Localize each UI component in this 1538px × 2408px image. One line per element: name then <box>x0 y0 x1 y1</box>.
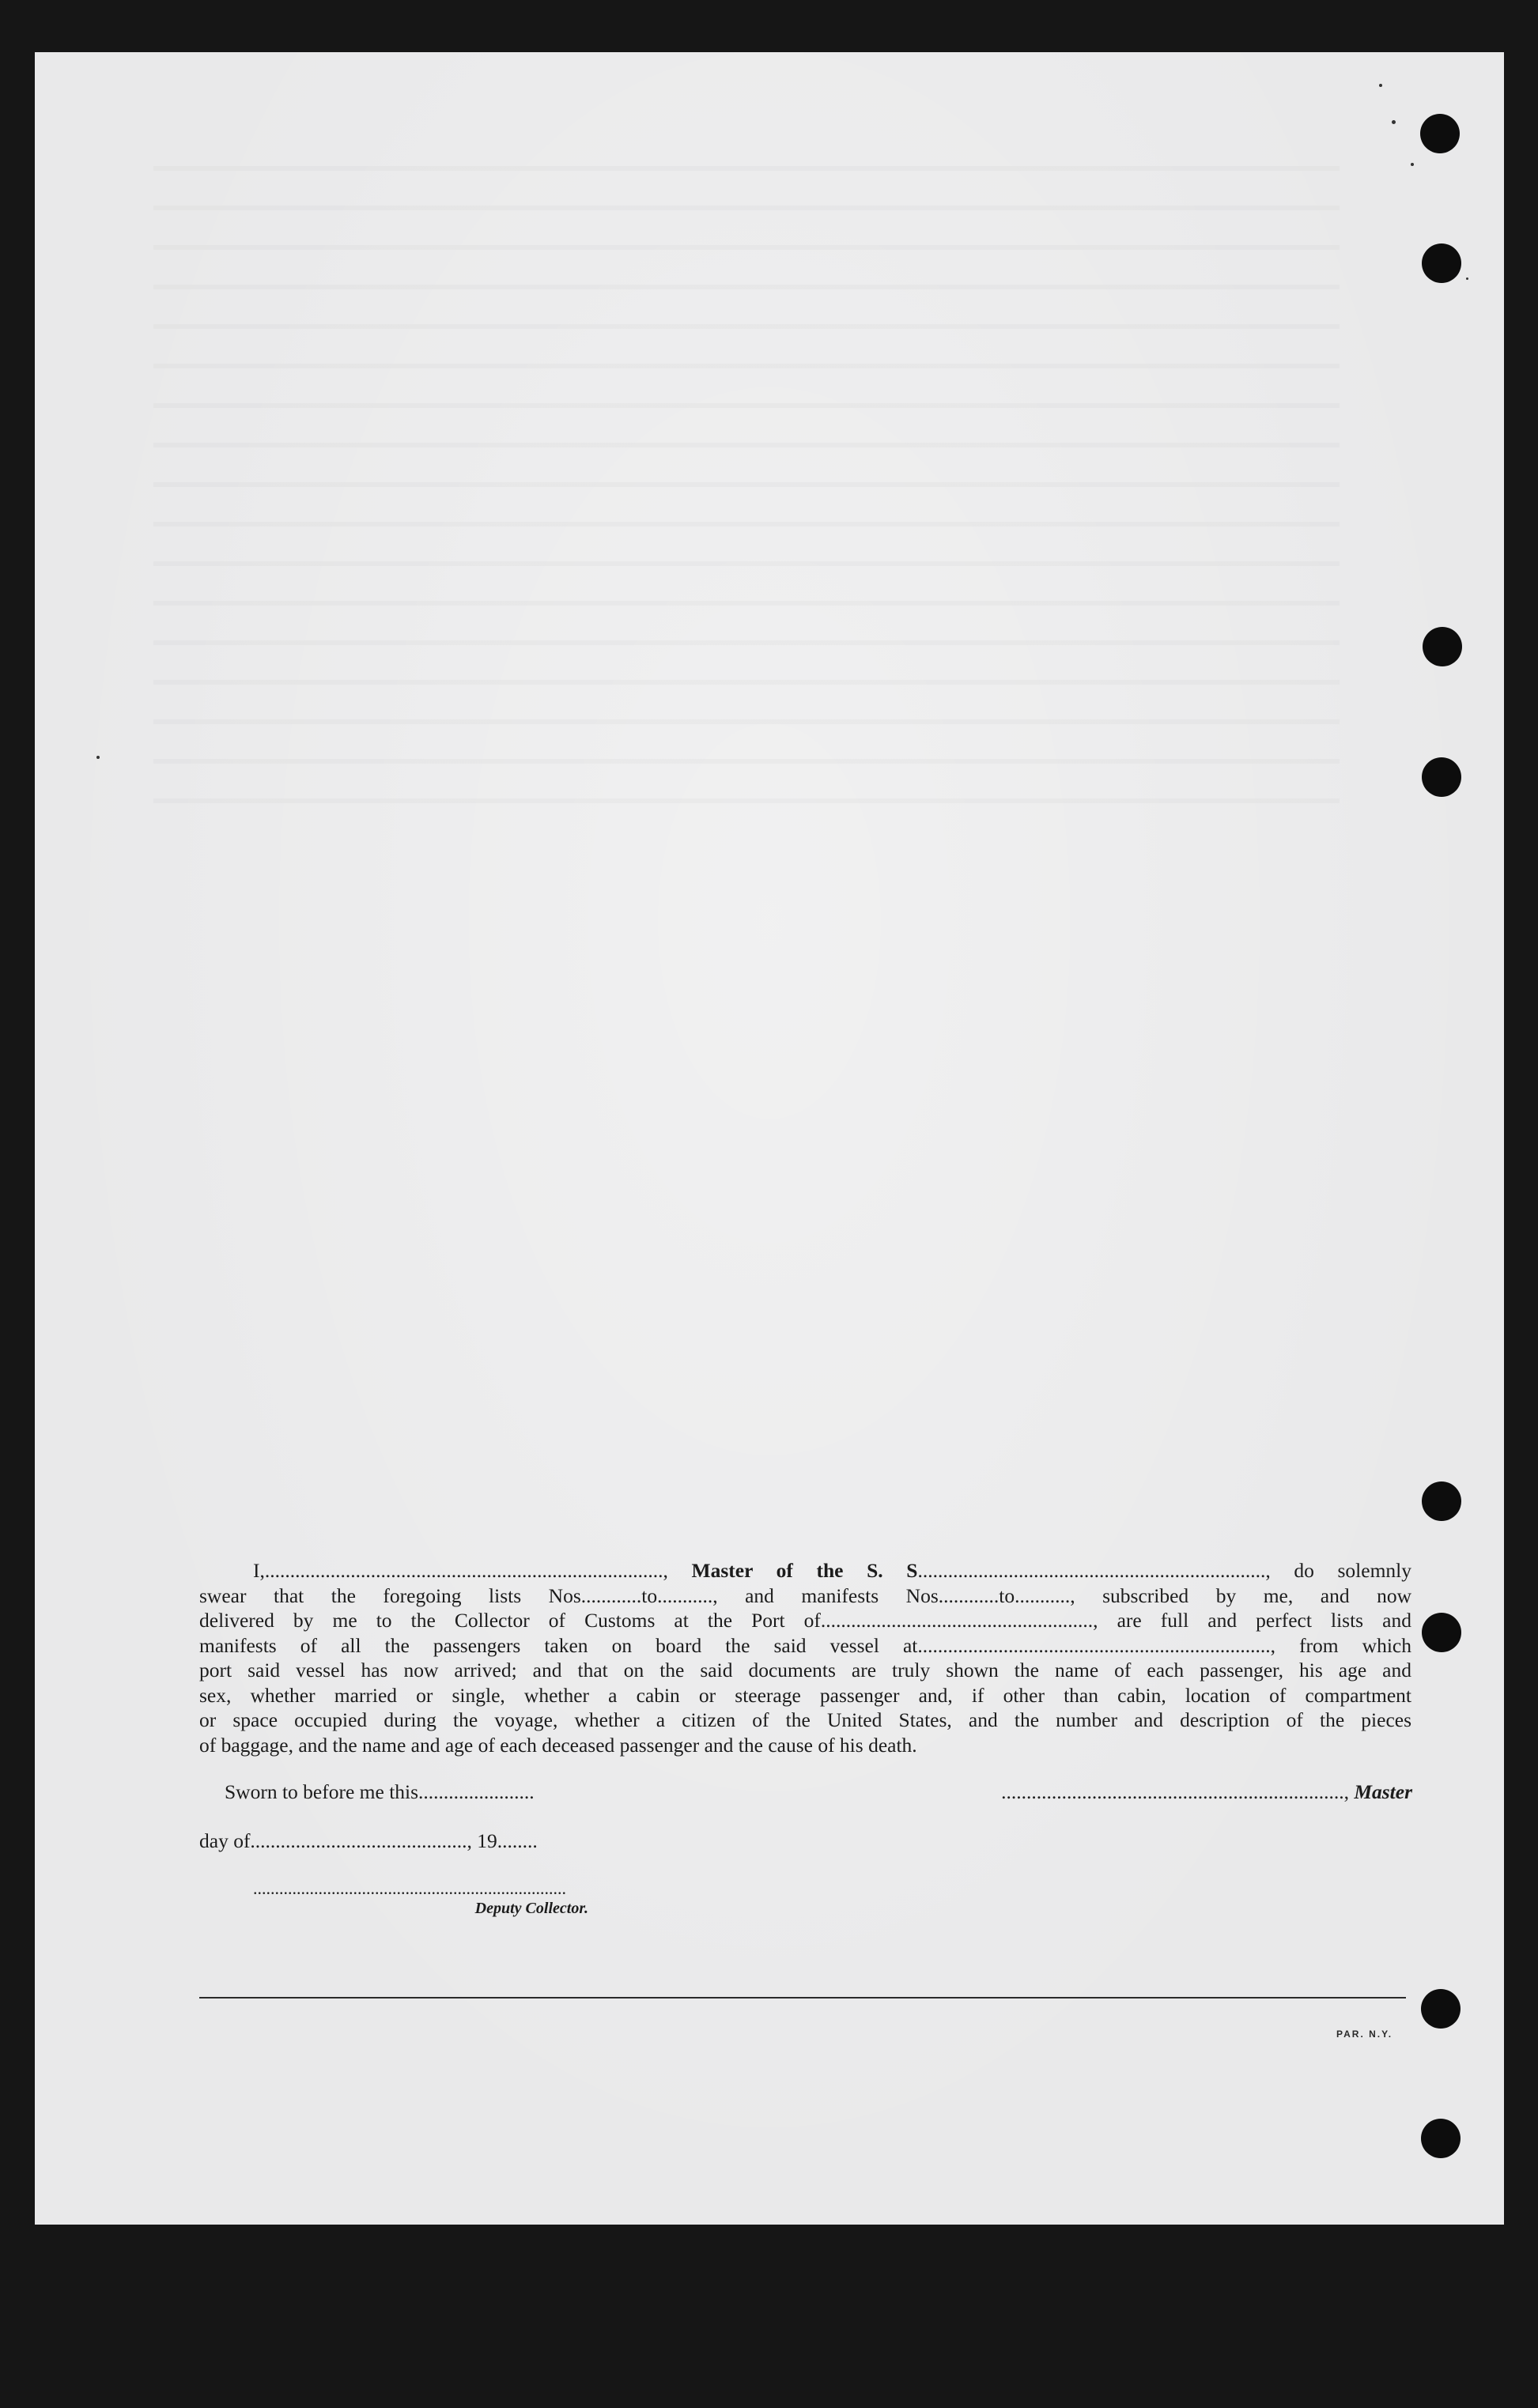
oath-line: port said vessel has now arrived; and that on the said documents are truly shown the name of each passenger, his age and <box>199 1659 1411 1681</box>
master-label: Master <box>1354 1780 1412 1803</box>
binder-hole <box>1421 2119 1461 2158</box>
binder-hole <box>1422 757 1461 797</box>
oath-line: of baggage, and the name and age of each deceased passenger and the cause of his death. <box>199 1733 917 1757</box>
horizontal-rule <box>199 1997 1406 1998</box>
speck <box>1379 84 1382 87</box>
binder-hole <box>1422 1481 1461 1521</box>
bleed-through-area <box>153 131 1340 803</box>
oath-line: sex, whether married or single, whether a cabin or steerage passenger and, if other than cabin, location of compartment <box>199 1683 1411 1707</box>
sworn-line: Sworn to before me this....................... <box>225 1780 535 1803</box>
oath-line: manifests of all the passengers taken on board the said vessel at......................................................................, from which <box>199 1633 1411 1657</box>
day-of-line: day of..........................................., 19........ <box>199 1829 538 1852</box>
binder-hole <box>1423 627 1462 666</box>
oath-paragraph <box>199 1558 1411 1757</box>
oath-line: swear that the foregoing lists Nos............to..........., and manifests Nos............to..........., subscribed by me, and now <box>199 1583 1411 1607</box>
oath-line: I,..............................................................................., Master of the S. S....................................................................., do solemnly <box>253 1559 1411 1582</box>
speck <box>1411 163 1414 166</box>
master-signature-line: ...................................................................., Master <box>1001 1780 1412 1803</box>
speck <box>1466 277 1468 280</box>
speck <box>1392 120 1396 124</box>
binder-hole <box>1421 1989 1461 2029</box>
master-of-ss-label: Master of the S. S <box>691 1559 918 1582</box>
printer-mark: PAR. N.Y. <box>1336 2029 1393 2040</box>
binder-hole <box>1422 243 1461 283</box>
speck <box>96 756 100 759</box>
oath-line: or space occupied during the voyage, whether a citizen of the United States, and the number and description of the pieces <box>199 1708 1411 1731</box>
binder-hole <box>1420 114 1460 153</box>
document-sheet <box>35 52 1504 2225</box>
binder-hole <box>1422 1613 1461 1652</box>
oath-line: delivered by me to the Collector of Customs at the Port of......................................................, are full and perfect lists and <box>199 1609 1411 1632</box>
deputy-signature-dots: ........................................................................ <box>253 1878 566 1898</box>
deputy-collector-label: Deputy Collector. <box>474 1900 588 1917</box>
